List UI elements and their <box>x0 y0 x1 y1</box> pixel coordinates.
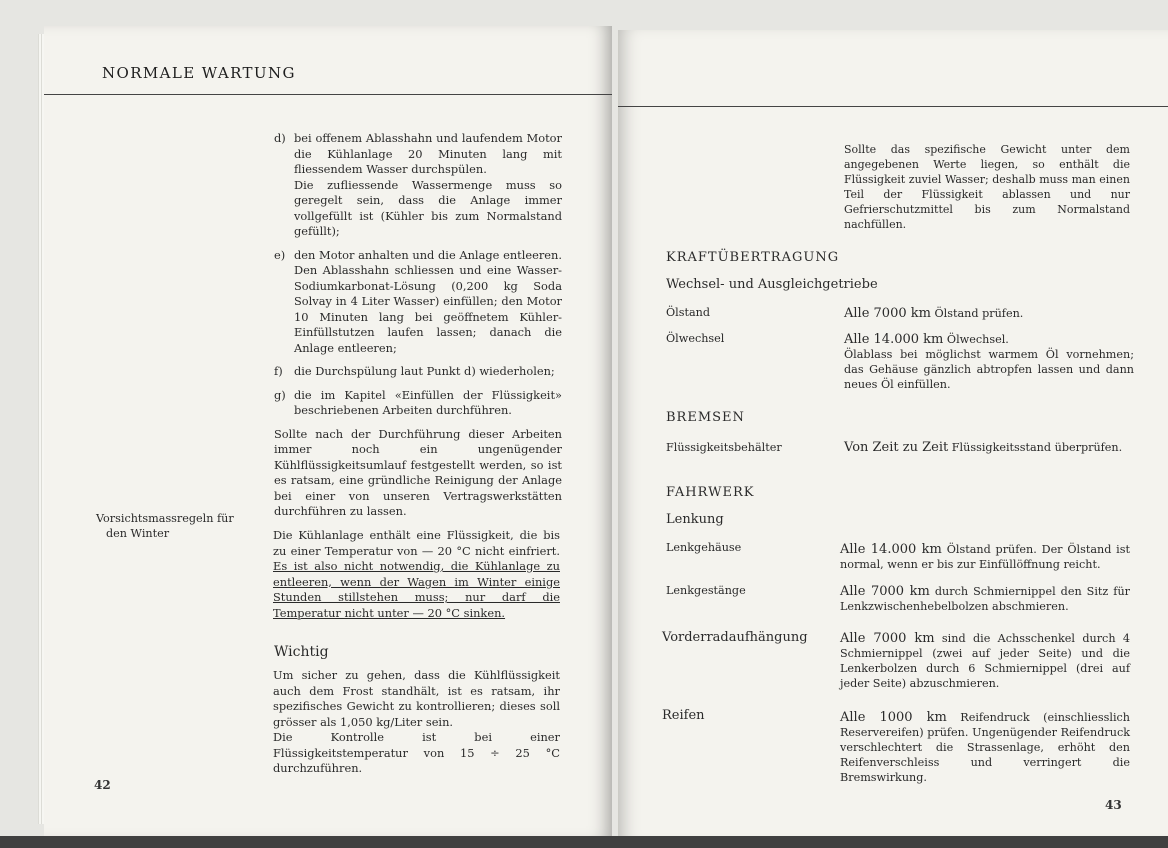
list-item <box>274 248 562 357</box>
scan-bottom-edge <box>0 836 1168 848</box>
section-heading-bremsen: BREMSEN <box>666 410 745 425</box>
value-lenkgehaeuse <box>840 542 1130 572</box>
label-lenkgestaenge: Lenkgestänge <box>666 584 746 597</box>
instruction: durch Schmiernippel den Sitz für Lenkzwischenhebelbolzen abschmieren. <box>840 585 1130 613</box>
list-item <box>274 131 562 240</box>
header-rule <box>44 94 612 95</box>
value-fluessigkeitsbehaelter <box>844 440 1134 455</box>
left-page <box>44 26 612 838</box>
header-rule <box>618 106 1168 107</box>
page-number-right: 43 <box>1105 798 1122 812</box>
continuation-paragraph: Sollte das spezifische Gewicht unter dem angegebenen Werte liegen, so enthält die Flüssigkeit zuviel Wasser; deshalb muss man einen Teil der Flüssigkeit ablassen und nur Gefrierschutzmittel bis zum Normalstand nachfüllen. <box>844 143 1130 231</box>
side-label-line-1: Vorsichtsmassregeln für <box>96 512 234 525</box>
instruction: Ölstand prüfen. Der Ölstand ist normal, wenn er bis zur Einfüllöffnung reicht. <box>840 543 1131 571</box>
note: Ölablass bei möglichst warmem Öl vornehmen; das Gehäuse gänzlich abtropfen lassen und dann neues Öl einfüllen. <box>844 348 1134 391</box>
value-oelstand <box>844 306 1134 321</box>
item-text: bei offenem Ablasshahn und laufendem Motor die Kühlanlage 20 Minuten lang mit fliessendem Wasser durchspülen. <box>294 131 562 176</box>
winter-paragraph <box>273 528 560 621</box>
item-label: e) <box>274 247 286 262</box>
subheading-wechsel: Wechsel- und Ausgleichgetriebe <box>666 277 878 292</box>
item-extra-text: Die zufliessende Wassermenge muss so geregelt sein, dass die Anlage immer vollgefüllt ist (Kühler bis zum Normalstand gefüllt); <box>294 177 562 238</box>
instruction: Reifendruck (einschliesslich Reservereifen) prüfen. Ungenügender Reifendruck verschlechtert die Strassenlage, erhöht den Reifenverschleiss und verringert die Bremswirkung. <box>840 711 1130 784</box>
label-oelwechsel: Ölwechsel <box>666 332 725 345</box>
instruction: Ölwechsel. <box>946 333 1009 346</box>
interval: Alle 14.000 km <box>844 332 944 347</box>
interval: Von Zeit zu Zeit <box>844 440 949 455</box>
value-lenkgestaenge <box>840 584 1130 614</box>
interval: Alle 7000 km <box>840 631 935 646</box>
interval: Alle 7000 km <box>844 306 931 321</box>
list-item <box>274 364 562 380</box>
section-heading-kraftuebertragung: KRAFTÜBERTRAGUNG <box>666 250 840 265</box>
list-item <box>274 388 562 419</box>
interval: Alle 14.000 km <box>840 542 942 557</box>
item-text: die Durchspülung laut Punkt d) wiederholen; <box>294 364 555 378</box>
section-heading-fahrwerk: FAHRWERK <box>666 485 755 500</box>
followup-paragraph: Sollte nach der Durchführung dieser Arbeiten immer noch ein ungenügender Kühlflüssigkeitsumlauf festgestellt werden, so ist es ratsam, eine gründliche Reinigung der Anlage bei einer von unseren Vertragswerkstätten durchführen zu lassen. <box>274 426 562 518</box>
value-reifen <box>840 710 1130 785</box>
instruction: Flüssigkeitsstand überprüfen. <box>951 441 1123 454</box>
instruction: Ölstand prüfen. <box>934 307 1024 320</box>
winter-side-label <box>96 511 234 541</box>
subheading-lenkung: Lenkung <box>666 512 724 527</box>
side-label-line-2: den Winter <box>106 527 170 540</box>
interval: Alle 1000 km <box>840 710 947 725</box>
item-label: g) <box>274 387 286 402</box>
label-fluessigkeitsbehaelter: Flüssigkeitsbehälter <box>666 441 782 454</box>
value-vorderradaufhaengung <box>840 631 1130 691</box>
label-reifen: Reifen <box>662 708 705 723</box>
instruction: sind die Achsschenkel durch 4 Schmiernippel (zwei auf jeder Seite) und die Lenkerbolzen durch 6 Schmiernippel (drei auf jeder Seite) abzuschmieren. <box>840 632 1131 690</box>
page-number-left: 42 <box>94 778 111 792</box>
wichtig-heading: Wichtig <box>274 644 329 660</box>
label-oelstand: Ölstand <box>666 306 711 319</box>
item-label: d) <box>274 131 286 145</box>
wichtig-text-2: Die Kontrolle ist bei einer Flüssigkeitstemperatur von 15 ÷ 25 °C durchzuführen. <box>273 730 560 775</box>
procedure-list <box>274 131 562 520</box>
interval: Alle 7000 km <box>840 584 930 599</box>
winter-underlined-text: Es ist also nicht notwendig, die Kühlanlage zu entleeren, wenn der Wagen im Winter einige Stunden stillstehen muss; nur darf die Temperatur nicht unter — 20 °C sinken. <box>273 559 560 620</box>
label-lenkgehaeuse: Lenkgehäuse <box>666 541 742 554</box>
item-text: den Motor anhalten und die Anlage entleeren. Den Ablasshahn schliessen und eine Wasser-Sodiumkarbonat-Lösung (0,200 kg Soda Solvay in 4 Liter Wasser) einfüllen; den Motor 10 Minuten lang bei geöffnetem Kühler-Einfüllstutzen laufen lassen; danach die Anlage entleeren; <box>294 247 562 355</box>
item-label: f) <box>274 364 283 378</box>
page-header-title: NORMALE WARTUNG <box>102 64 296 82</box>
label-vorderradaufhaengung: Vorderradaufhängung <box>662 630 808 645</box>
wichtig-paragraph <box>273 668 560 777</box>
right-page <box>618 30 1168 842</box>
wichtig-text: Um sicher zu gehen, dass die Kühlflüssigkeit auch dem Frost standhält, ist es ratsam, ihr spezifisches Gewicht zu kontrollieren; dieses soll grösser als 1,050 kg/Liter sein. <box>273 668 560 729</box>
winter-text: Die Kühlanlage enthält eine Flüssigkeit, die bis zu einer Temperatur von — 20 °C nicht einfriert. <box>273 528 560 558</box>
value-oelwechsel <box>844 332 1134 392</box>
item-text: die im Kapitel «Einfüllen der Flüssigkeit» beschriebenen Arbeiten durchführen. <box>294 387 562 417</box>
